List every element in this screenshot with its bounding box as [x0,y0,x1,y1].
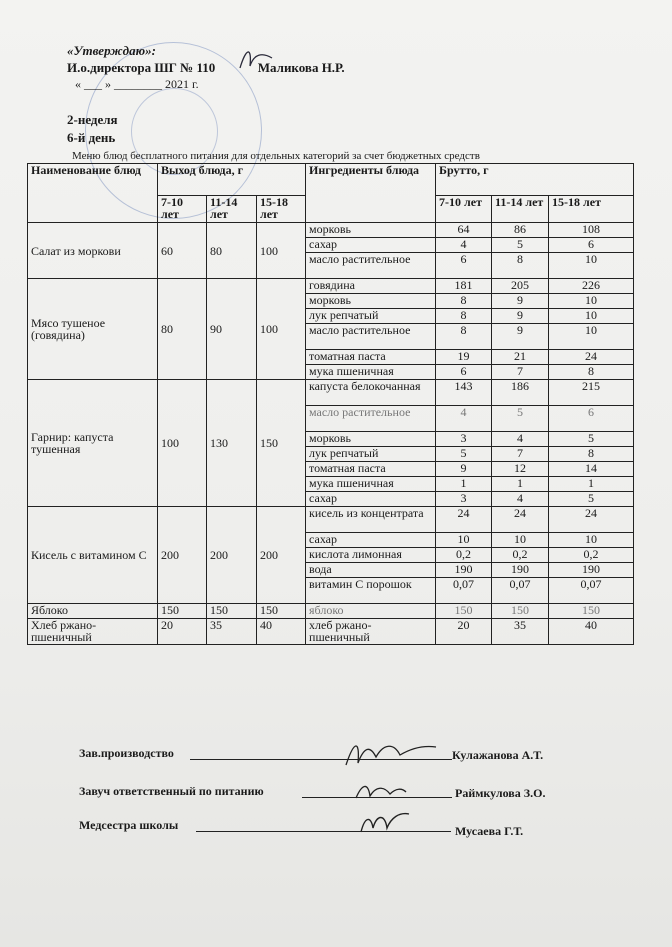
ingredient-brutto: 10 [549,253,634,279]
ingredient-brutto: 9 [492,324,549,350]
ingredient-name: лук репчатый [306,447,436,462]
dish-output: 200 [158,507,207,604]
ingredient-brutto: 3 [436,492,492,507]
ingredient-brutto: 86 [492,223,549,238]
ingredient-brutto: 8 [436,294,492,309]
ingredient-brutto: 181 [436,279,492,294]
ingredient-name: мука пшеничная [306,477,436,492]
ingredient-brutto: 8 [492,253,549,279]
ingredient-brutto: 190 [492,563,549,578]
ingredient-brutto: 0,2 [549,548,634,563]
dish-output: 90 [207,279,257,380]
ingredient-brutto: 0,07 [492,578,549,604]
ingredient-brutto: 8 [549,447,634,462]
ingredient-brutto: 190 [436,563,492,578]
ingredient-brutto: 205 [492,279,549,294]
approval-heading: «Утверждаю»: [67,43,156,58]
ingredient-brutto: 9 [492,309,549,324]
ingredient-brutto: 0,07 [436,578,492,604]
dish-output: 60 [158,223,207,279]
dish-output: 150 [257,380,306,507]
head-teacher-signature [350,776,410,806]
ingredient-brutto: 215 [549,380,634,406]
ingredient-name: говядина [306,279,436,294]
dish-output: 200 [207,507,257,604]
ingredient-brutto: 6 [549,406,634,432]
ingredient-brutto: 24 [436,507,492,533]
ingredient-name: сахар [306,238,436,253]
ingredient-brutto: 24 [549,350,634,365]
day-label: 6-й день [67,130,116,145]
dish-output: 130 [207,380,257,507]
ingredient-brutto: 10 [549,533,634,548]
ingredient-brutto: 5 [436,447,492,462]
dish-name: Хлеб ржано-пшеничный [28,619,158,645]
ingredient-brutto: 4 [492,492,549,507]
ingredient-brutto: 5 [549,492,634,507]
ingredient-brutto: 1 [436,477,492,492]
ingredient-name: кислота лимонная [306,548,436,563]
dish-name: Гарнир: капуста тушенная [28,380,158,507]
output-age-11-14: 11-14 лет [207,196,257,223]
menu-title: Меню блюд бесплатного питания для отдельных категорий за счет бюджетных средств [72,150,480,162]
head-teacher-signature-line [302,797,452,798]
ingredient-brutto: 10 [436,533,492,548]
production-signature [340,735,440,775]
dish-output: 20 [158,619,207,645]
director-title: И.о.директора ШГ № 110 [67,60,216,75]
dish-output: 35 [207,619,257,645]
ingredient-name: хлеб ржано-пшеничный [306,619,436,645]
ingredient-brutto: 7 [492,365,549,380]
ingredient-name: капуста белокочанная [306,380,436,406]
ingredient-name: морковь [306,432,436,447]
ingredient-name: масло растительное [306,406,436,432]
ingredient-brutto: 10 [549,309,634,324]
table-row [28,279,634,294]
ingredient-name: вода [306,563,436,578]
ingredient-brutto: 0,2 [492,548,549,563]
dish-output: 100 [257,279,306,380]
ingredient-brutto: 21 [492,350,549,365]
ingredient-brutto: 14 [549,462,634,477]
ingredient-name: кисель из концентрата [306,507,436,533]
ingredient-brutto: 0,2 [436,548,492,563]
table-row [28,507,634,533]
dish-output: 80 [207,223,257,279]
ingredient-brutto: 226 [549,279,634,294]
ingredient-brutto: 1 [492,477,549,492]
ingredient-brutto: 10 [549,294,634,309]
ingredient-brutto: 5 [549,432,634,447]
header-ingredients: Ингредиенты блюда [306,164,436,223]
ingredient-brutto: 8 [549,365,634,380]
ingredient-name: томатная паста [306,462,436,477]
dish-output: 100 [158,380,207,507]
production-signature-line [190,759,452,760]
nurse-name: Мусаева Г.Т. [455,824,524,838]
ingredient-brutto: 40 [549,619,634,645]
ingredient-brutto: 4 [436,406,492,432]
head-teacher-name: Раймкулова З.О. [455,786,546,800]
header-dish: Наименование блюд [28,164,158,223]
dish-output: 100 [257,223,306,279]
table-row [28,604,634,619]
dish-output: 150 [158,604,207,619]
ingredient-brutto: 1 [549,477,634,492]
director-name: Маликова Н.Р. [257,60,345,75]
menu-body [28,223,634,645]
ingredient-brutto: 5 [492,238,549,253]
header-output: Выход блюда, г [158,164,306,196]
ingredient-brutto: 5 [492,406,549,432]
ingredient-brutto: 7 [492,447,549,462]
ingredient-brutto: 143 [436,380,492,406]
ingredient-name: масло растительное [306,324,436,350]
ingredient-brutto: 35 [492,619,549,645]
dish-output: 150 [207,604,257,619]
nurse-signature [355,806,415,838]
director-line [67,60,345,76]
ingredient-name: масло растительное [306,253,436,279]
menu-table [27,163,634,645]
ingredient-brutto: 9 [492,294,549,309]
brutto-age-7-10: 7-10 лет [436,196,492,223]
ingredient-brutto: 19 [436,350,492,365]
production-label: Зав.производство [79,746,174,760]
approval-date: « ___ » ________ 2021 г. [75,77,199,91]
dish-output: 40 [257,619,306,645]
ingredient-brutto: 150 [549,604,634,619]
table-row [28,619,634,645]
ingredient-brutto: 64 [436,223,492,238]
nurse-label: Медсестра школы [79,818,179,832]
table-row [28,223,634,238]
ingredient-brutto: 24 [492,507,549,533]
ingredient-name: витамин С порошок [306,578,436,604]
brutto-age-15-18: 15-18 лет [549,196,634,223]
ingredient-name: морковь [306,223,436,238]
ingredient-brutto: 190 [549,563,634,578]
ingredient-brutto: 20 [436,619,492,645]
ingredient-brutto: 108 [549,223,634,238]
ingredient-brutto: 8 [436,324,492,350]
ingredient-brutto: 4 [492,432,549,447]
output-age-15-18: 15-18 лет [257,196,306,223]
ingredient-name: морковь [306,294,436,309]
ingredient-name: сахар [306,533,436,548]
ingredient-brutto: 4 [436,238,492,253]
dish-output: 200 [257,507,306,604]
ingredient-name: мука пшеничная [306,365,436,380]
brutto-age-11-14: 11-14 лет [492,196,549,223]
dish-name: Мясо тушеное (говядина) [28,279,158,380]
ingredient-brutto: 6 [436,365,492,380]
week-label: 2-неделя [67,112,118,127]
dish-output: 150 [257,604,306,619]
output-age-7-10: 7-10 лет [158,196,207,223]
table-row [28,380,634,406]
ingredient-brutto: 12 [492,462,549,477]
ingredient-brutto: 24 [549,507,634,533]
nurse-signature-line [196,831,451,832]
ingredient-brutto: 6 [549,238,634,253]
ingredient-brutto: 150 [492,604,549,619]
ingredient-name: томатная паста [306,350,436,365]
dish-name: Кисель с витамином С [28,507,158,604]
ingredient-brutto: 10 [492,533,549,548]
ingredient-brutto: 10 [549,324,634,350]
dish-name: Салат из моркови [28,223,158,279]
ingredient-brutto: 9 [436,462,492,477]
ingredient-brutto: 6 [436,253,492,279]
ingredient-brutto: 3 [436,432,492,447]
ingredient-name: яблоко [306,604,436,619]
production-name: Кулажанова А.Т. [452,748,544,762]
dish-output: 80 [158,279,207,380]
ingredient-brutto: 150 [436,604,492,619]
ingredient-brutto: 0,07 [549,578,634,604]
header-brutto: Брутто, г [436,164,634,196]
ingredient-brutto: 186 [492,380,549,406]
ingredient-name: лук репчатый [306,309,436,324]
dish-name: Яблоко [28,604,158,619]
ingredient-brutto: 8 [436,309,492,324]
ingredient-name: сахар [306,492,436,507]
head-teacher-label: Завуч ответственный по питанию [79,784,264,798]
